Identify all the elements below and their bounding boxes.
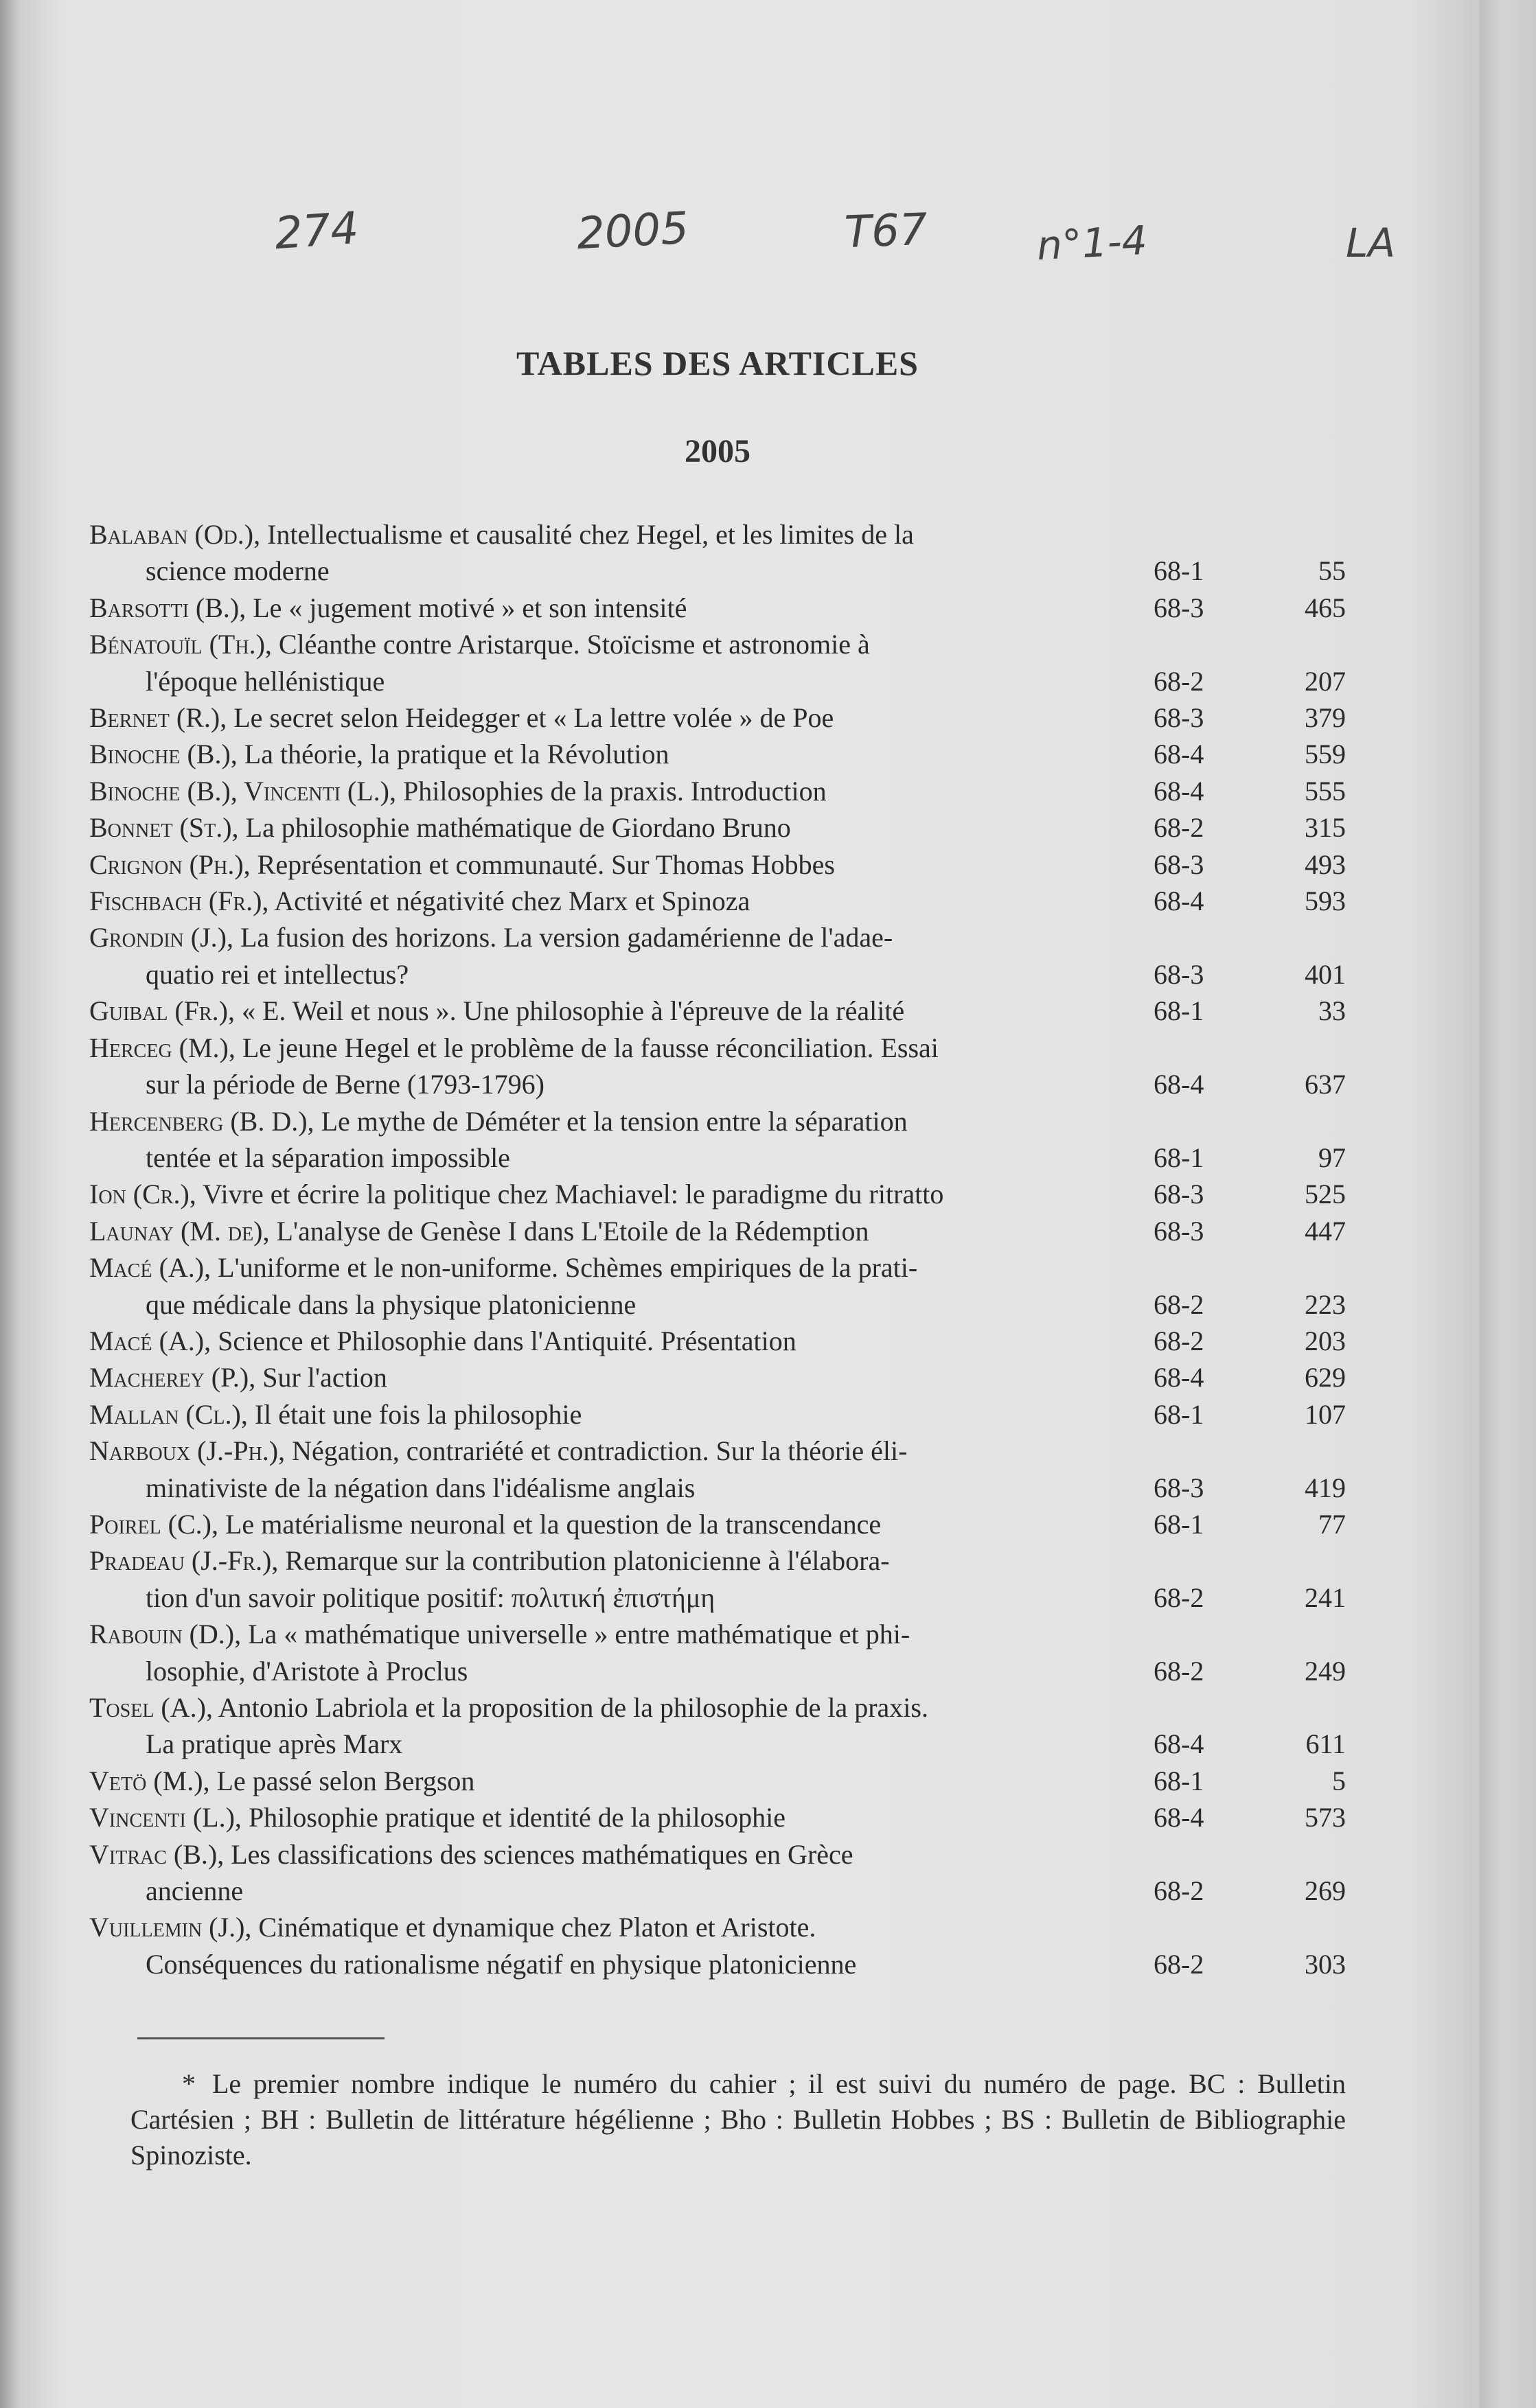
handwritten-note: LA	[1346, 220, 1395, 266]
page-number: 107	[1305, 1398, 1346, 1430]
page-number: 611	[1305, 1728, 1346, 1760]
page-title: TABLES DES ARTICLES	[516, 344, 919, 382]
article-reference	[1154, 1726, 1346, 1762]
article-entry	[89, 1909, 1346, 1982]
article-author: Bernet (R.),	[89, 702, 227, 734]
article-reference	[1154, 1470, 1346, 1506]
cahier-number: 68-3	[1154, 1472, 1204, 1503]
article-entry	[89, 1213, 1346, 1249]
article-reference	[1154, 1286, 1346, 1323]
year-heading: 2005	[685, 433, 750, 470]
article-title: Philosophie pratique et identité de la philosophie	[248, 1802, 786, 1833]
article-title-continued: tentée et la séparation impossible	[146, 1142, 510, 1173]
cahier-number: 68-2	[1154, 1655, 1204, 1687]
article-author: Tosel (A.),	[89, 1692, 213, 1723]
article-title-continued: que médicale dans la physique platonicienne	[146, 1288, 637, 1320]
article-title-continued: ancienne	[146, 1875, 244, 1907]
article-entry	[89, 809, 1346, 846]
article-entry	[89, 626, 1346, 699]
article-title: Le « jugement motivé » et son intensité	[253, 592, 687, 623]
article-author: Ion (Cr.),	[89, 1179, 196, 1210]
article-text	[89, 1323, 1085, 1359]
article-author: Launay (M. de),	[89, 1215, 270, 1247]
cahier-number: 68-3	[1154, 702, 1204, 734]
cahier-number: 68-4	[1154, 1802, 1204, 1833]
article-author: Pradeau (J.-Fr.),	[89, 1545, 279, 1577]
article-reference	[1154, 1946, 1346, 1982]
article-author: Grondin (J.),	[89, 922, 233, 953]
article-entry	[89, 1396, 1346, 1433]
article-entry	[89, 736, 1346, 772]
article-title: Vivre et écrire la politique chez Machiavel: le paradigme du ritratto	[203, 1179, 944, 1210]
article-entry	[89, 846, 1346, 883]
article-author: Macherey (P.),	[89, 1362, 256, 1393]
cahier-number: 68-3	[1154, 1215, 1204, 1247]
page-number: 203	[1305, 1325, 1346, 1356]
article-title-continued: minativiste de la négation dans l'idéalisme anglais	[146, 1472, 696, 1503]
article-reference	[1154, 1176, 1346, 1212]
article-text	[89, 1616, 1085, 1689]
article-title: Sur l'action	[262, 1362, 387, 1393]
article-title: Les classifications des sciences mathématiques en Grèce	[231, 1838, 853, 1870]
article-author: Crignon (Ph.),	[89, 848, 251, 880]
page-number: 315	[1305, 812, 1346, 844]
footnote	[130, 2066, 1346, 2173]
article-text	[89, 993, 1085, 1029]
page-number: 33	[1318, 995, 1346, 1027]
page-number: 303	[1305, 1948, 1346, 1980]
article-author: Bonnet (St.),	[89, 812, 239, 844]
page-number: 77	[1318, 1508, 1346, 1540]
cahier-number: 68-2	[1154, 812, 1204, 844]
article-reference	[1154, 1873, 1346, 1909]
page-number: 5	[1332, 1765, 1346, 1796]
article-entry	[89, 516, 1346, 590]
article-reference	[1154, 1139, 1346, 1176]
cahier-number: 68-3	[1154, 1179, 1204, 1210]
article-reference	[1154, 1506, 1346, 1542]
book-page	[21, 0, 1480, 2408]
article-title-continued: l'époque hellénistique	[146, 665, 385, 697]
article-reference	[1154, 590, 1346, 626]
article-title: Le jeune Hegel et le problème de la fausse réconciliation. Essai	[242, 1032, 939, 1063]
article-title: Le passé selon Bergson	[216, 1765, 475, 1796]
article-author: Vitrac (B.),	[89, 1838, 225, 1870]
article-title: Remarque sur la contribution platonicienne à l'élabora-	[285, 1545, 890, 1577]
article-entry	[89, 1616, 1346, 1689]
page-edge	[1480, 0, 1536, 2408]
page-number: 249	[1305, 1655, 1346, 1687]
article-author: Macé (A.),	[89, 1252, 211, 1284]
page-number: 269	[1305, 1875, 1346, 1907]
cahier-number: 68-3	[1154, 958, 1204, 990]
page-number: 465	[1305, 592, 1346, 623]
article-entry	[89, 1799, 1346, 1836]
article-reference	[1154, 809, 1346, 846]
article-reference	[1154, 553, 1346, 589]
page-number: 379	[1305, 702, 1346, 734]
handwritten-note: 2005	[575, 202, 690, 260]
article-reference	[1154, 1359, 1346, 1396]
article-reference	[1154, 1323, 1346, 1359]
cahier-number: 68-4	[1154, 775, 1204, 807]
article-reference	[1154, 883, 1346, 919]
article-text	[89, 1689, 1085, 1763]
cahier-number: 68-1	[1154, 1142, 1204, 1173]
article-author: Vincenti (L.),	[89, 1802, 242, 1833]
cahier-number: 68-1	[1154, 1765, 1204, 1796]
article-title: « E. Weil et nous ». Une philosophie à l'épreuve de la réalité	[242, 995, 905, 1027]
article-entry	[89, 1836, 1346, 1910]
article-text	[89, 1763, 1085, 1799]
page-number: 525	[1305, 1179, 1346, 1210]
article-title-continued: La pratique après Marx	[146, 1728, 403, 1760]
article-reference	[1154, 1396, 1346, 1433]
article-text	[89, 1176, 1085, 1212]
article-title: Il était une fois la philosophie	[254, 1398, 582, 1430]
article-entry	[89, 1433, 1346, 1506]
article-text	[89, 773, 1085, 809]
article-entry	[89, 993, 1346, 1029]
article-text	[89, 919, 1085, 993]
article-author: Binoche (B.),	[89, 739, 238, 770]
article-reference	[1154, 1213, 1346, 1249]
page-number: 223	[1305, 1288, 1346, 1320]
cahier-number: 68-2	[1154, 1875, 1204, 1907]
article-text	[89, 736, 1085, 772]
article-text	[89, 846, 1085, 883]
article-text	[89, 1396, 1085, 1433]
cahier-number: 68-2	[1154, 1582, 1204, 1613]
article-reference	[1154, 663, 1346, 699]
article-entry	[89, 590, 1346, 626]
article-title: Antonio Labriola et la proposition de la philosophie de la praxis.	[218, 1692, 928, 1723]
article-entry	[89, 699, 1346, 736]
cahier-number: 68-1	[1154, 555, 1204, 587]
article-reference	[1154, 1653, 1346, 1689]
article-text	[89, 516, 1085, 590]
footnote-text: Le premier nombre indique le numéro du cahier ; il est suivi du numéro de page. BC : Bulletin Cartésien ; BH : Bulletin de littérature hégélienne ; Bho : Bulletin Hobbes ; BS : Bulletin de Bibliographie Spinoziste.	[130, 2068, 1346, 2170]
article-entry	[89, 1030, 1346, 1103]
cahier-number: 68-1	[1154, 1508, 1204, 1540]
article-author: Binoche (B.), Vincenti (L.),	[89, 775, 396, 807]
article-author: Narboux (J.-Ph.),	[89, 1435, 286, 1467]
article-title: La « mathématique universelle » entre mathématique et phi-	[248, 1619, 910, 1650]
article-reference	[1154, 736, 1346, 772]
article-entry	[89, 1249, 1346, 1323]
article-title-continued: tion d'un savoir politique positif: πολιτική ἐπιστήμη	[146, 1582, 715, 1613]
cahier-number: 68-4	[1154, 885, 1204, 917]
article-author: Macé (A.),	[89, 1325, 211, 1356]
article-title: La fusion des horizons. La version gadamérienne de l'adae-	[240, 922, 893, 953]
article-reference	[1154, 773, 1346, 809]
article-author: Vuillemin (J.),	[89, 1912, 252, 1943]
book-spine	[0, 0, 21, 2408]
page-number: 493	[1305, 848, 1346, 880]
article-text	[89, 1249, 1085, 1323]
article-entry	[89, 919, 1346, 993]
page-number: 573	[1305, 1802, 1346, 1833]
article-reference	[1154, 1799, 1346, 1836]
footnote-marker: *	[182, 2068, 196, 2099]
article-reference	[1154, 699, 1346, 736]
article-title: Négation, contrariété et contradiction. Sur la théorie éli-	[292, 1435, 908, 1467]
article-text	[89, 1213, 1085, 1249]
article-title-continued: sur la période de Berne (1793-1796)	[146, 1069, 545, 1100]
article-title: Le mythe de Déméter et la tension entre la séparation	[321, 1105, 908, 1137]
page-number: 629	[1305, 1362, 1346, 1393]
article-entry	[89, 1103, 1346, 1177]
article-title: Le matérialisme neuronal et la question de la transcendance	[225, 1508, 882, 1540]
article-author: Rabouin (D.),	[89, 1619, 242, 1650]
article-author: Vetö (M.),	[89, 1765, 210, 1796]
page-number: 559	[1305, 739, 1346, 770]
article-text	[89, 1542, 1085, 1616]
article-entry	[89, 883, 1346, 919]
article-title: Philosophies de la praxis. Introduction	[402, 775, 827, 807]
cahier-number: 68-2	[1154, 1325, 1204, 1356]
article-reference	[1154, 956, 1346, 993]
cahier-number: 68-2	[1154, 665, 1204, 697]
page-number: 97	[1318, 1142, 1346, 1173]
page-number: 593	[1305, 885, 1346, 917]
article-entry	[89, 1176, 1346, 1212]
handwritten-annotations	[247, 202, 1456, 302]
article-text	[89, 883, 1085, 919]
article-entry	[89, 1542, 1346, 1616]
cahier-number: 68-2	[1154, 1948, 1204, 1980]
page-number: 241	[1305, 1582, 1346, 1613]
article-title-continued: losophie, d'Aristote à Proclus	[146, 1655, 468, 1687]
article-author: Poirel (C.),	[89, 1508, 218, 1540]
page-number: 55	[1318, 555, 1346, 587]
page-number: 207	[1305, 665, 1346, 697]
article-author: Balaban (Od.),	[89, 519, 261, 550]
article-title: L'uniforme et le non-uniforme. Schèmes empiriques de la prati-	[218, 1252, 918, 1284]
article-title-continued: quatio rei et intellectus?	[146, 958, 409, 990]
page-number: 419	[1305, 1472, 1346, 1503]
handwritten-note: n°1-4	[1035, 216, 1149, 270]
article-author: Herceg (M.),	[89, 1032, 236, 1063]
article-author: Bénatouïl (Th.),	[89, 629, 272, 660]
cahier-number: 68-1	[1154, 1398, 1204, 1430]
article-entry	[89, 1323, 1346, 1359]
article-author: Guibal (Fr.),	[89, 995, 235, 1027]
page-number: 637	[1305, 1069, 1346, 1100]
article-text	[89, 1799, 1085, 1836]
article-entry	[89, 1506, 1346, 1542]
article-text	[89, 1433, 1085, 1506]
cahier-number: 68-4	[1154, 1362, 1204, 1393]
article-text	[89, 626, 1085, 699]
article-reference	[1154, 1579, 1346, 1616]
article-text	[89, 1359, 1085, 1396]
cahier-number: 68-4	[1154, 1069, 1204, 1100]
article-reference	[1154, 846, 1346, 883]
article-text	[89, 590, 1085, 626]
article-text	[89, 1909, 1085, 1982]
cahier-number: 68-4	[1154, 739, 1204, 770]
article-author: Hercenberg (B. D.),	[89, 1105, 314, 1137]
cahier-number: 68-3	[1154, 848, 1204, 880]
article-text	[89, 809, 1085, 846]
article-author: Fischbach (Fr.),	[89, 885, 269, 917]
article-entry	[89, 773, 1346, 809]
article-title: La philosophie mathématique de Giordano Bruno	[245, 812, 791, 844]
article-title: Cléanthe contre Aristarque. Stoïcisme et astronomie à	[278, 629, 870, 660]
article-entry	[89, 1359, 1346, 1396]
cahier-number: 68-4	[1154, 1728, 1204, 1760]
cahier-number: 68-2	[1154, 1288, 1204, 1320]
article-title: L'analyse de Genèse I dans L'Etoile de la Rédemption	[276, 1215, 869, 1247]
cahier-number: 68-3	[1154, 592, 1204, 623]
article-reference	[1154, 1763, 1346, 1799]
article-title: La théorie, la pratique et la Révolution	[244, 739, 669, 770]
page-number: 401	[1305, 958, 1346, 990]
article-title: Cinématique et dynamique chez Platon et Aristote.	[258, 1912, 816, 1943]
article-text	[89, 1030, 1085, 1103]
handwritten-note: 274	[273, 202, 360, 260]
page-number: 447	[1305, 1215, 1346, 1247]
article-author: Barsotti (B.),	[89, 592, 247, 623]
article-entry	[89, 1763, 1346, 1799]
article-title-continued: science moderne	[146, 555, 330, 587]
article-entry	[89, 1689, 1346, 1763]
article-author: Mallan (Cl.),	[89, 1398, 248, 1430]
cahier-number: 68-1	[1154, 995, 1204, 1027]
article-reference	[1154, 1066, 1346, 1102]
article-text	[89, 1836, 1085, 1910]
article-title: Intellectualisme et causalité chez Hegel, et les limites de la	[267, 519, 914, 550]
article-title: Activité et négativité chez Marx et Spinoza	[274, 885, 750, 917]
article-title-continued: Conséquences du rationalisme négatif en physique platonicienne	[146, 1948, 857, 1980]
footnote-rule	[137, 2037, 385, 2039]
article-reference	[1154, 993, 1346, 1029]
handwritten-note: T67	[843, 204, 928, 259]
article-title: Le secret selon Heidegger et « La lettre volée » de Poe	[233, 702, 834, 734]
article-text	[89, 1506, 1085, 1542]
article-title: Représentation et communauté. Sur Thomas Hobbes	[257, 848, 835, 880]
article-text	[89, 699, 1085, 736]
page-number: 555	[1305, 775, 1346, 807]
article-title: Science et Philosophie dans l'Antiquité. Présentation	[218, 1325, 796, 1356]
article-list	[89, 516, 1346, 1982]
article-text	[89, 1103, 1085, 1177]
